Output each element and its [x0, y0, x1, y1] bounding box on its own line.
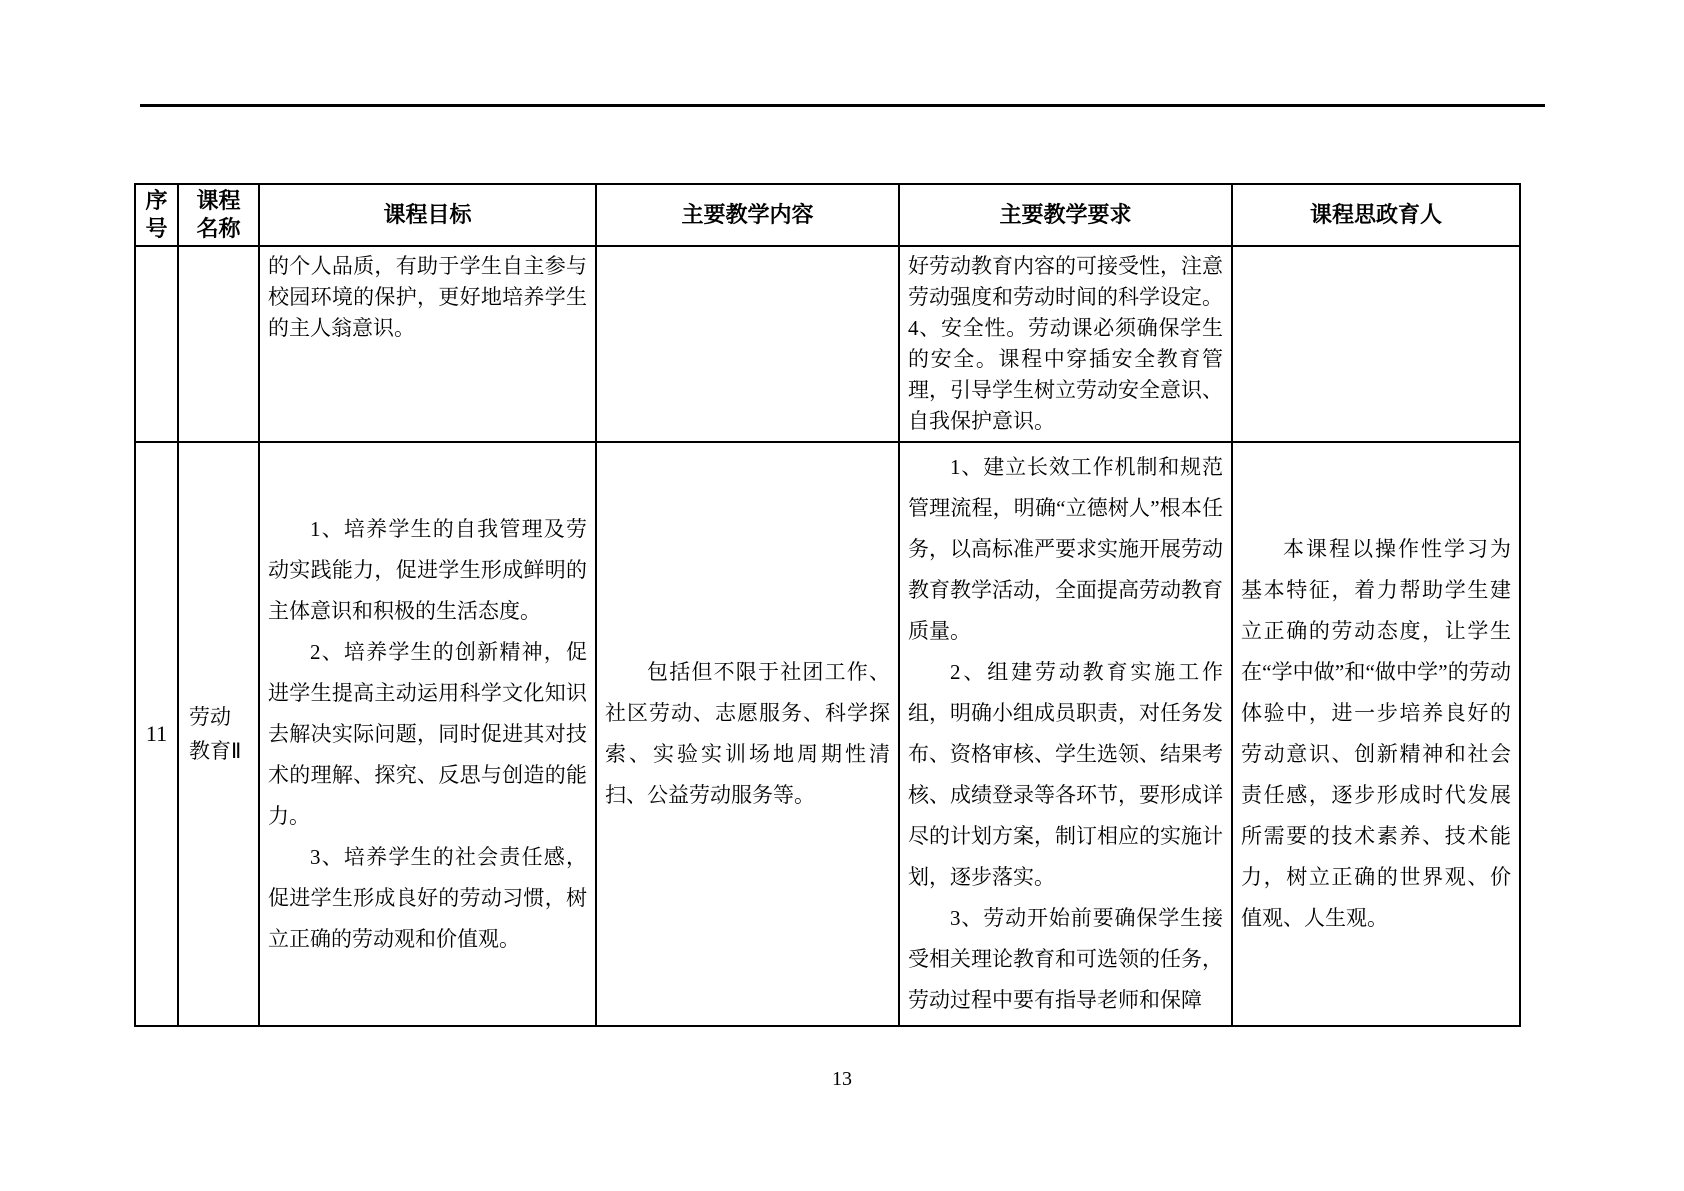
page-header-rule [140, 104, 1545, 107]
table-row-course-11 [135, 442, 1520, 1026]
requirement-paragraph: 2、组建劳动教育实施工作组，明确小组成员职责，对任务发布、资格审核、学生选领、结果考核、成绩登录等各环节，要形成详尽的计划方案，制订相应的实施计划，逐步落实。 [908, 660, 1223, 889]
objective-paragraph: 2、培养学生的创新精神，促进学生提高主动运用科学文化知识去解决实际问题，同时促进其对技术的理解、探究、反思与创造的能力。 [268, 639, 587, 828]
col-header-seq: 序号 [135, 184, 178, 246]
ideology-education-cell [1232, 246, 1520, 442]
ideology-paragraph: 本课程以操作性学习为基本特征，着力帮助学生建立正确的劳动态度，让学生在“学中做”和“做中学”的劳动体验中，进一步培养良好的劳动意识、创新精神和社会责任感，逐步形成时代发展所需要的技术素养、技术能力，树立正确的世界观、价值观、人生观。 [1241, 537, 1511, 930]
teaching-requirements-cell [899, 442, 1232, 1026]
col-header-teaching-content: 主要教学内容 [596, 184, 899, 246]
col-header-course-name: 课程名称 [178, 184, 259, 246]
objective-paragraph: 1、培养学生的自我管理及劳动实践能力，促进学生形成鲜明的主体意识和积极的生活态度。 [268, 516, 587, 623]
seq-cell: 11 [135, 442, 178, 1026]
course-objectives-cell [259, 246, 596, 442]
teaching-content-cell [596, 246, 899, 442]
page-number: 13 [832, 1068, 852, 1090]
requirement-paragraph: 4、安全性。劳动课必须确保学生的安全。课程中穿插安全教育管理，引导学生树立劳动安全意识、自我保护意识。 [908, 316, 1223, 433]
seq-cell [135, 246, 178, 442]
content-paragraph: 包括但不限于社团工作、社区劳动、志愿服务、科学探索、实验实训场地周期性清扫、公益劳动服务等。 [605, 660, 890, 807]
course-objectives-cell [259, 442, 596, 1026]
teaching-requirements-cell [899, 246, 1232, 442]
col-header-teaching-requirements: 主要教学要求 [899, 184, 1232, 246]
requirement-paragraph: 好劳动教育内容的可接受性，注意劳动强度和劳动时间的科学设定。 [908, 254, 1223, 309]
requirement-paragraph: 3、劳动开始前要确保学生接受相关理论教育和可选领的任务，劳动过程中要有指导老师和保障 [908, 906, 1223, 1012]
ideology-education-cell [1232, 442, 1520, 1026]
col-header-course-objectives: 课程目标 [259, 184, 596, 246]
course-name-cell: 劳动教育Ⅱ [178, 442, 259, 1026]
course-name-cell [178, 246, 259, 442]
table-row-continuation [135, 246, 1520, 442]
col-header-ideology-education: 课程思政育人 [1232, 184, 1520, 246]
table-header-row [135, 184, 1520, 246]
objective-paragraph: 3、培养学生的社会责任感，促进学生形成良好的劳动习惯，树立正确的劳动观和价值观。 [268, 844, 587, 951]
course-plan-table [134, 183, 1521, 1027]
requirement-paragraph: 1、建立长效工作机制和规范管理流程，明确“立德树人”根本任务，以高标准严要求实施开展劳动教育教学活动，全面提高劳动教育质量。 [908, 455, 1223, 643]
objective-paragraph: 的个人品质，有助于学生自主参与校园环境的保护，更好地培养学生的主人翁意识。 [268, 254, 587, 340]
teaching-content-cell [596, 442, 899, 1026]
